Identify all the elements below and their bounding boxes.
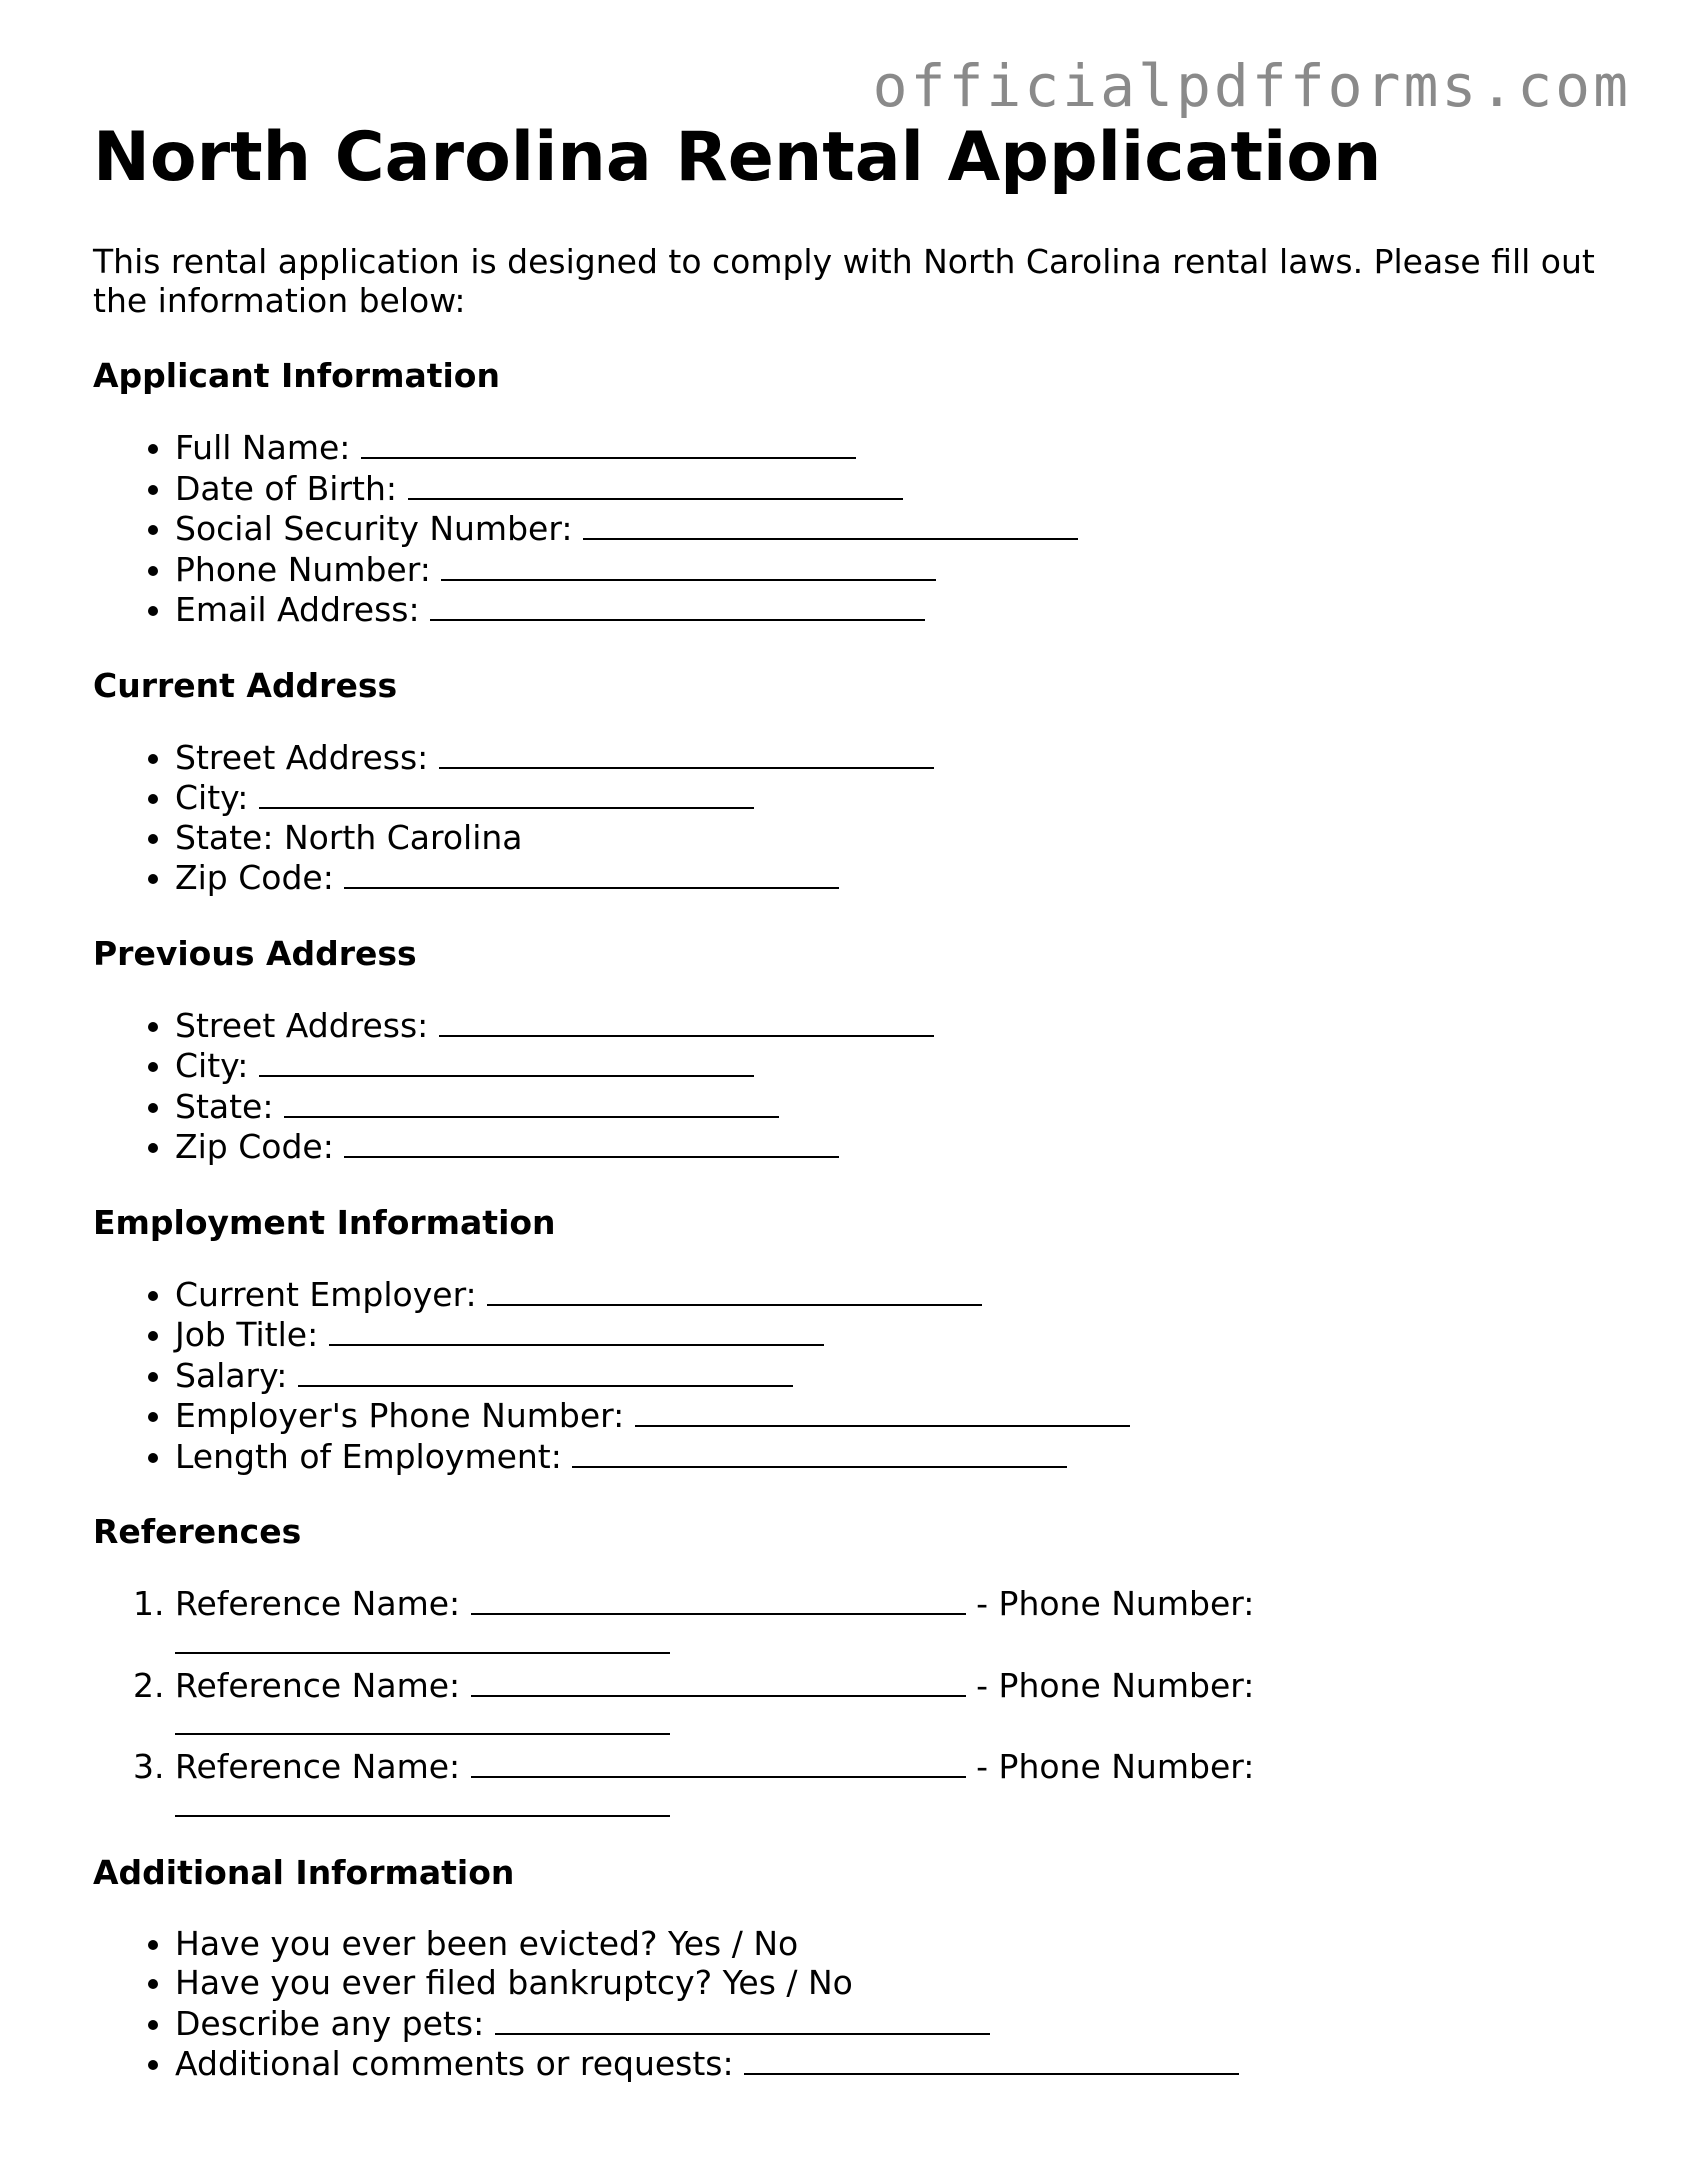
field-label: Additional comments or requests:	[175, 2044, 734, 2083]
comments-field[interactable]	[744, 2043, 1239, 2075]
list-item	[175, 737, 1613, 778]
list-item	[175, 777, 1613, 818]
list-item	[175, 1126, 1613, 1167]
reference-name-field[interactable]	[471, 1583, 966, 1615]
job-title-field[interactable]	[329, 1314, 824, 1346]
field-label: City:	[175, 1046, 249, 1085]
field-label: Employer's Phone Number:	[175, 1396, 625, 1435]
previous-city-field[interactable]	[259, 1045, 754, 1077]
reference-phone-field[interactable]	[175, 1705, 670, 1735]
section-heading-references: References	[93, 1512, 302, 1551]
field-label: Current Employer:	[175, 1274, 477, 1314]
reference-name-field[interactable]	[471, 1746, 966, 1778]
list-item	[175, 1924, 1613, 1964]
field-label: Salary:	[175, 1355, 288, 1395]
current-street-field[interactable]	[439, 737, 934, 769]
field-label: Street Address:	[175, 1005, 429, 1045]
page-title: North Carolina Rental Application	[93, 118, 1382, 197]
section-heading-previous-address: Previous Address	[93, 933, 417, 973]
field-label: Zip Code:	[175, 858, 334, 897]
date-of-birth-field[interactable]	[408, 468, 903, 500]
reference-phone-field[interactable]	[175, 1787, 670, 1817]
phone-number-field[interactable]	[441, 549, 936, 581]
current-employer-field[interactable]	[487, 1274, 982, 1306]
field-label: Email Address:	[175, 590, 420, 629]
list-item	[175, 1665, 1613, 1736]
field-label: Have you ever been evicted? Yes / No	[175, 1923, 799, 1963]
intro-text: This rental application is designed to comply with North Carolina rental laws. Please fill out the information below:	[93, 242, 1595, 320]
applicant-list	[93, 427, 1613, 630]
employment-list	[93, 1274, 1613, 1477]
field-label: - Phone Number:	[976, 1665, 1255, 1705]
field-label: Full Name:	[175, 428, 351, 467]
field-label: Reference Name:	[175, 1747, 461, 1786]
field-label: State:	[175, 1086, 274, 1126]
field-label: Social Security Number:	[175, 509, 573, 548]
field-label: Zip Code:	[175, 1127, 334, 1166]
list-item	[175, 1746, 1613, 1817]
list-item	[175, 427, 1613, 468]
field-label: - Phone Number:	[976, 1747, 1255, 1786]
section-heading-additional: Additional Information	[93, 1852, 515, 1892]
field-label: Reference Name:	[175, 1584, 461, 1623]
list-item	[175, 857, 1613, 898]
section-heading-employment: Employment Information	[93, 1202, 556, 1242]
field-label: Phone Number:	[175, 549, 431, 589]
current-zip-field[interactable]	[344, 857, 839, 889]
list-item	[175, 2003, 1613, 2044]
ssn-field[interactable]	[583, 508, 1078, 540]
list-item	[175, 2043, 1613, 2084]
references-list	[93, 1583, 1613, 1817]
previous-zip-field[interactable]	[344, 1126, 839, 1158]
list-item	[175, 468, 1613, 509]
current-city-field[interactable]	[259, 777, 754, 809]
field-label: Length of Employment:	[175, 1436, 562, 1476]
employment-length-field[interactable]	[572, 1436, 1067, 1468]
field-label: Describe any pets:	[175, 2003, 485, 2043]
previous-street-field[interactable]	[439, 1005, 934, 1037]
list-item	[175, 818, 1613, 858]
previous-state-field[interactable]	[284, 1086, 779, 1118]
pets-field[interactable]	[495, 2003, 990, 2035]
section-heading-current-address: Current Address	[93, 665, 398, 705]
watermark: officialpdfforms.com	[872, 52, 1631, 120]
field-label: Job Title:	[175, 1315, 319, 1354]
field-label: - Phone Number:	[976, 1584, 1255, 1623]
field-label: Have you ever filed bankruptcy? Yes / No	[175, 1963, 853, 2002]
list-item	[175, 1045, 1613, 1086]
list-item	[175, 508, 1613, 549]
salary-field[interactable]	[298, 1355, 793, 1387]
field-label: Date of Birth:	[175, 468, 398, 508]
document-page	[93, 118, 1613, 2084]
email-field[interactable]	[430, 589, 925, 621]
field-label: Street Address:	[175, 737, 429, 777]
field-label: City:	[175, 778, 249, 817]
reference-phone-field[interactable]	[175, 1624, 670, 1654]
employer-phone-field[interactable]	[635, 1395, 1130, 1427]
list-item	[175, 1314, 1613, 1355]
list-item	[175, 1395, 1613, 1436]
section-heading-applicant: Applicant Information	[93, 356, 500, 395]
list-item	[175, 589, 1613, 630]
field-label: State: North Carolina	[175, 817, 523, 857]
additional-list	[93, 1924, 1613, 2084]
full-name-field[interactable]	[361, 427, 856, 459]
field-label: Reference Name:	[175, 1665, 461, 1705]
previous-address-list	[93, 1005, 1613, 1167]
list-item	[175, 1274, 1613, 1315]
list-item	[175, 549, 1613, 590]
list-item	[175, 1086, 1613, 1127]
current-address-list	[93, 737, 1613, 898]
list-item	[175, 1963, 1613, 2003]
list-item	[175, 1583, 1613, 1654]
list-item	[175, 1005, 1613, 1046]
list-item	[175, 1355, 1613, 1396]
list-item	[175, 1436, 1613, 1477]
reference-name-field[interactable]	[471, 1665, 966, 1697]
